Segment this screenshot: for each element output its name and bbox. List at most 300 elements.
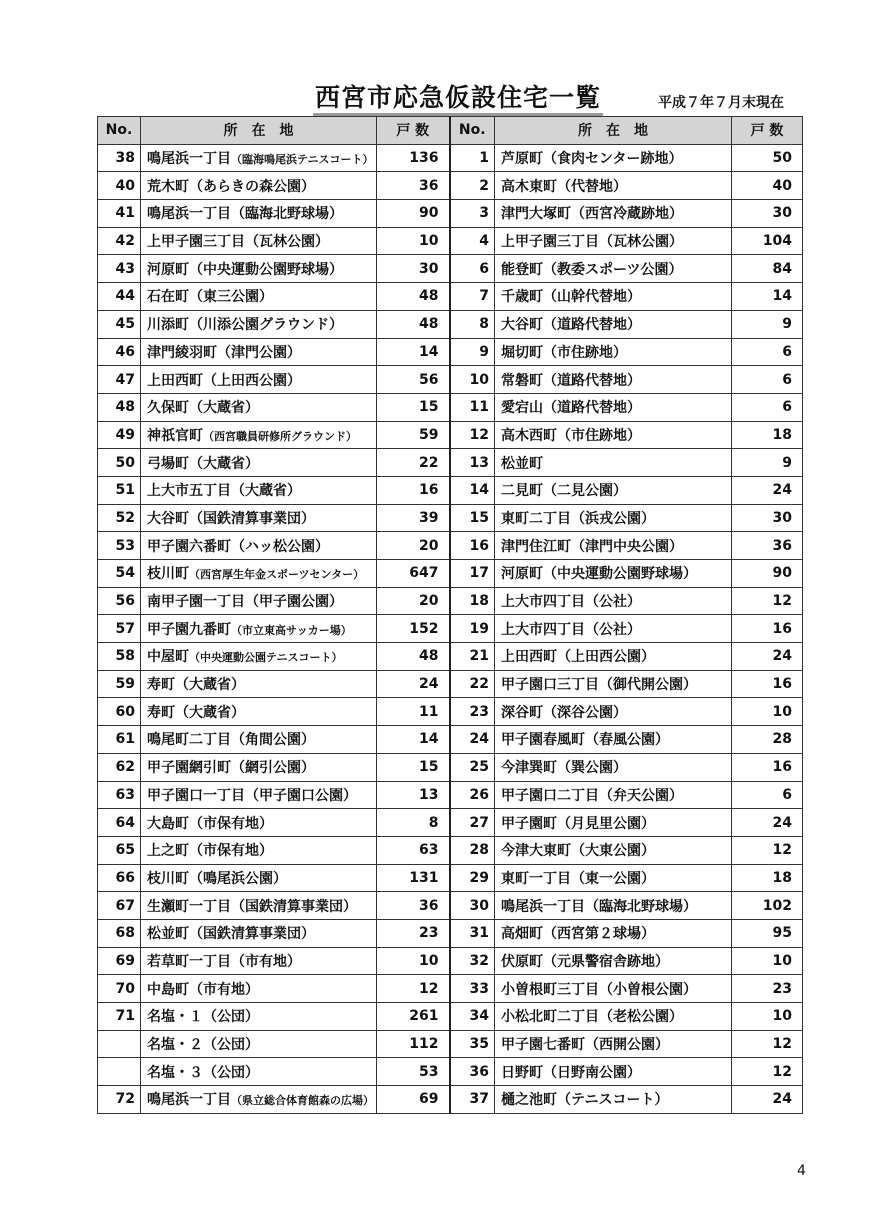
row-location — [495, 172, 732, 200]
row-location — [495, 698, 732, 726]
location-note: （国鉄清算事業団） — [189, 926, 315, 943]
location-name: 大谷町 — [501, 317, 543, 334]
table-row — [98, 255, 803, 283]
location-name: 上大市四丁目 — [501, 621, 585, 638]
location-note: （西宮第２球場） — [543, 926, 655, 943]
location-note: （臨海北野球場） — [231, 206, 343, 223]
location-note: （代替地） — [557, 178, 627, 195]
row-no: 4 — [450, 227, 495, 255]
location-name: 神祇官町 — [147, 427, 203, 444]
location-note: （道路代替地） — [543, 400, 641, 417]
table-row — [98, 892, 803, 920]
location-name: 名塩・３ — [147, 1064, 203, 1081]
location-name: 鳴尾町二丁目 — [147, 732, 231, 749]
table-row — [98, 449, 803, 477]
location-name: 甲子園七番町 — [501, 1037, 585, 1054]
row-no: 26 — [450, 781, 495, 809]
location-note: （国鉄清算事業団） — [189, 510, 315, 527]
table-row — [98, 200, 803, 228]
row-location — [141, 283, 377, 311]
location-name: 石在町 — [147, 289, 189, 306]
row-units: 104 — [732, 227, 803, 255]
table-row — [98, 781, 803, 809]
row-no: 59 — [98, 670, 141, 698]
row-units: 9 — [732, 449, 803, 477]
location-note: （大蔵省） — [231, 483, 301, 500]
row-no: 40 — [98, 172, 141, 200]
row-units: 10 — [732, 947, 803, 975]
row-location — [495, 255, 732, 283]
row-no: 54 — [98, 560, 141, 588]
row-units: 9 — [732, 310, 803, 338]
row-units: 30 — [377, 255, 450, 283]
row-location — [141, 1086, 377, 1114]
row-location — [141, 560, 377, 588]
row-no: 18 — [450, 587, 495, 615]
row-location — [141, 255, 377, 283]
table-row — [98, 1086, 803, 1114]
row-no: 49 — [98, 421, 141, 449]
row-units: 59 — [377, 421, 450, 449]
row-location — [141, 393, 377, 421]
row-no: 27 — [450, 809, 495, 837]
row-no: 9 — [450, 338, 495, 366]
row-no: 10 — [450, 366, 495, 394]
location-name: 寿町 — [147, 704, 175, 721]
row-units: 11 — [377, 698, 450, 726]
table-row — [98, 1030, 803, 1058]
row-location — [495, 726, 732, 754]
row-location — [141, 504, 377, 532]
row-no: 38 — [98, 144, 141, 172]
location-name: 生瀬町一丁目 — [147, 898, 231, 915]
row-location — [495, 227, 732, 255]
location-note: （西宮冷蔵跡地） — [571, 206, 683, 223]
location-name: 寿町 — [147, 677, 175, 694]
row-location — [495, 975, 732, 1003]
row-no: 65 — [98, 836, 141, 864]
location-name: 津門綾羽町 — [147, 344, 217, 361]
location-note: （臨海鳴尾浜テニスコート） — [231, 153, 374, 167]
row-units: 12 — [732, 587, 803, 615]
row-location — [495, 1003, 732, 1031]
row-no: 22 — [450, 670, 495, 698]
table-row — [98, 476, 803, 504]
row-units: 6 — [732, 781, 803, 809]
location-name: 高畑町 — [501, 926, 543, 943]
row-location — [495, 532, 732, 560]
row-units: 6 — [732, 338, 803, 366]
location-name: 甲子園六番町 — [147, 538, 231, 555]
header-units-right: 戸 数 — [732, 117, 803, 145]
row-location — [141, 366, 377, 394]
row-location — [495, 283, 732, 311]
row-no: 24 — [450, 726, 495, 754]
location-name: 鳴尾浜一丁目 — [147, 206, 231, 223]
row-units: 136 — [377, 144, 450, 172]
row-units: 30 — [732, 200, 803, 228]
row-location — [495, 864, 732, 892]
row-location — [141, 947, 377, 975]
table-row — [98, 753, 803, 781]
row-units: 13 — [377, 781, 450, 809]
location-note: （中央運動公園野球場） — [543, 566, 697, 583]
row-location — [141, 892, 377, 920]
location-name: 東町一丁目 — [501, 870, 571, 887]
table-row — [98, 393, 803, 421]
table-row — [98, 670, 803, 698]
location-note: （川添公園グラウンド） — [189, 317, 343, 334]
location-note: （弁天公園） — [599, 787, 683, 804]
row-units: 20 — [377, 532, 450, 560]
location-note: （公団） — [203, 1037, 259, 1054]
row-no: 51 — [98, 476, 141, 504]
location-note: （津門公園） — [217, 344, 301, 361]
table-row — [98, 836, 803, 864]
row-location — [141, 975, 377, 1003]
row-units: 53 — [377, 1058, 450, 1086]
row-location — [495, 504, 732, 532]
row-location — [141, 1030, 377, 1058]
row-units: 48 — [377, 310, 450, 338]
location-name: 高木西町 — [501, 427, 557, 444]
table-row — [98, 504, 803, 532]
header-units-left: 戸 数 — [377, 117, 450, 145]
row-units: 48 — [377, 283, 450, 311]
row-no: 36 — [450, 1058, 495, 1086]
location-note: （御代開公園） — [599, 677, 697, 694]
row-location — [495, 476, 732, 504]
table-row — [98, 587, 803, 615]
row-no: 6 — [450, 255, 495, 283]
location-note: （あらきの森公園） — [189, 178, 315, 195]
location-note: （市住跡地） — [543, 344, 627, 361]
location-name: 鳴尾浜一丁目 — [501, 898, 585, 915]
row-units: 63 — [377, 836, 450, 864]
row-units: 69 — [377, 1086, 450, 1114]
location-name: 上甲子園三丁目 — [501, 234, 599, 251]
row-units: 24 — [732, 476, 803, 504]
row-no: 63 — [98, 781, 141, 809]
location-name: 上大市五丁目 — [147, 483, 231, 500]
row-units: 10 — [732, 698, 803, 726]
row-units: 56 — [377, 366, 450, 394]
location-name: 二見町 — [501, 483, 543, 500]
location-name: 千歳町 — [501, 289, 543, 306]
row-units: 30 — [732, 504, 803, 532]
row-units: 647 — [377, 560, 450, 588]
table-row — [98, 947, 803, 975]
row-no: 12 — [450, 421, 495, 449]
location-name: 甲子園口一丁目 — [147, 787, 245, 804]
row-no: 23 — [450, 698, 495, 726]
table-row — [98, 532, 803, 560]
row-units: 40 — [732, 172, 803, 200]
row-no: 62 — [98, 753, 141, 781]
location-name: 鳴尾浜一丁目 — [147, 1092, 231, 1109]
row-location — [141, 615, 377, 643]
row-units: 14 — [377, 338, 450, 366]
row-units: 48 — [377, 643, 450, 671]
table-row — [98, 310, 803, 338]
location-name: 名塩・２ — [147, 1037, 203, 1054]
location-name: 南甲子園一丁目 — [147, 594, 245, 611]
location-name: 名塩・１ — [147, 1009, 203, 1026]
row-location — [495, 615, 732, 643]
row-location — [495, 421, 732, 449]
row-no: 21 — [450, 643, 495, 671]
row-no: 33 — [450, 975, 495, 1003]
row-no: 67 — [98, 892, 141, 920]
row-no: 48 — [98, 393, 141, 421]
row-no: 29 — [450, 864, 495, 892]
row-no: 61 — [98, 726, 141, 754]
location-note: （大蔵省） — [189, 455, 259, 472]
location-note: （二見公園） — [543, 483, 627, 500]
location-note: （甲子園口公園） — [245, 787, 357, 804]
row-location — [495, 366, 732, 394]
table-body — [98, 144, 803, 1113]
location-note: （ハッ松公園） — [231, 538, 329, 555]
row-units: 24 — [732, 1086, 803, 1114]
row-units: 90 — [377, 200, 450, 228]
row-units: 131 — [377, 864, 450, 892]
location-name: 堀切町 — [501, 344, 543, 361]
row-location — [141, 172, 377, 200]
row-units: 112 — [377, 1030, 450, 1058]
row-units: 36 — [377, 892, 450, 920]
row-no: 30 — [450, 892, 495, 920]
row-location — [495, 310, 732, 338]
table-row — [98, 1003, 803, 1031]
location-note: （月見里公園） — [557, 815, 655, 832]
row-location — [495, 338, 732, 366]
location-name: 甲子園春風町 — [501, 732, 585, 749]
row-no: 17 — [450, 560, 495, 588]
row-location — [141, 753, 377, 781]
row-no: 8 — [450, 310, 495, 338]
row-no: 16 — [450, 532, 495, 560]
location-note: （市有地） — [231, 953, 301, 970]
location-note: （上田西公園） — [203, 372, 301, 389]
location-name: 甲子園町 — [501, 815, 557, 832]
row-no: 47 — [98, 366, 141, 394]
table-row — [98, 726, 803, 754]
location-note: （東一公園） — [571, 870, 655, 887]
table-row — [98, 809, 803, 837]
table-row — [98, 172, 803, 200]
location-note: （食肉センター跡地） — [543, 151, 683, 168]
row-location — [141, 476, 377, 504]
row-no: 42 — [98, 227, 141, 255]
table-row — [98, 421, 803, 449]
row-location — [495, 200, 732, 228]
row-location — [141, 449, 377, 477]
row-units: 12 — [732, 1058, 803, 1086]
row-no: 53 — [98, 532, 141, 560]
row-location — [141, 670, 377, 698]
row-units: 6 — [732, 393, 803, 421]
row-no: 15 — [450, 504, 495, 532]
location-note: （津門中央公園） — [571, 538, 683, 555]
table-row — [98, 560, 803, 588]
location-name: 弓場町 — [147, 455, 189, 472]
location-name: 東町二丁目 — [501, 510, 571, 527]
location-name: 甲子園九番町 — [147, 621, 231, 638]
row-no: 69 — [98, 947, 141, 975]
location-note: （甲子園公園） — [245, 594, 343, 611]
row-no: 28 — [450, 836, 495, 864]
location-note: （浜戎公園） — [571, 510, 655, 527]
location-name: 枝川町 — [147, 566, 189, 583]
table-row — [98, 144, 803, 172]
row-location — [141, 338, 377, 366]
location-note: （中央運動公園野球場） — [189, 261, 343, 278]
location-name: 中島町 — [147, 981, 189, 998]
table-row — [98, 615, 803, 643]
location-note: （公団） — [203, 1009, 259, 1026]
row-no: 32 — [450, 947, 495, 975]
row-no: 1 — [450, 144, 495, 172]
location-note: （市住跡地） — [557, 427, 641, 444]
row-no: 11 — [450, 393, 495, 421]
location-name: 日野町 — [501, 1064, 543, 1081]
location-name: 津門住江町 — [501, 538, 571, 555]
location-note: （国鉄清算事業団） — [231, 898, 357, 915]
row-units: 90 — [732, 560, 803, 588]
row-no: 37 — [450, 1086, 495, 1114]
row-no: 60 — [98, 698, 141, 726]
row-no: 25 — [450, 753, 495, 781]
row-units: 102 — [732, 892, 803, 920]
row-units: 16 — [377, 476, 450, 504]
location-note: （市保有地） — [189, 843, 273, 860]
row-units: 10 — [377, 227, 450, 255]
row-location — [495, 781, 732, 809]
row-units: 23 — [732, 975, 803, 1003]
location-name: 上田西町 — [501, 649, 557, 666]
row-units: 152 — [377, 615, 450, 643]
row-location — [141, 643, 377, 671]
row-location — [141, 144, 377, 172]
row-location — [141, 809, 377, 837]
row-location — [495, 809, 732, 837]
location-note: （深谷公園） — [543, 704, 627, 721]
row-location — [141, 532, 377, 560]
location-note: （市有地） — [189, 981, 259, 998]
location-note: （道路代替地） — [543, 317, 641, 334]
location-name: 河原町 — [147, 261, 189, 278]
row-units: 6 — [732, 366, 803, 394]
location-note: （元県警宿舎跡地） — [543, 953, 669, 970]
location-note: （西宮職員研修所グラウンド） — [203, 429, 357, 443]
row-no: 46 — [98, 338, 141, 366]
row-no: 72 — [98, 1086, 141, 1114]
row-location — [495, 670, 732, 698]
location-note: （県立総合体育館森の広場） — [231, 1094, 374, 1108]
location-note: （中央運動公園テニスコート） — [189, 651, 343, 665]
row-no: 41 — [98, 200, 141, 228]
row-no: 70 — [98, 975, 141, 1003]
table-header-row — [98, 117, 803, 145]
location-note: （公社） — [585, 594, 641, 611]
row-no: 57 — [98, 615, 141, 643]
row-units: 23 — [377, 919, 450, 947]
row-units: 14 — [377, 726, 450, 754]
location-name: 松並町 — [147, 926, 189, 943]
location-note: （大蔵省） — [175, 677, 245, 694]
table-row — [98, 338, 803, 366]
location-note: （鳴尾浜公園） — [189, 870, 287, 887]
location-note: （瓦林公園） — [599, 234, 683, 251]
location-note: （臨海北野球場） — [585, 898, 697, 915]
location-note: （市保有地） — [189, 815, 273, 832]
row-units: 22 — [377, 449, 450, 477]
location-note: （公団） — [203, 1064, 259, 1081]
page-title: 西宮市応急仮設住宅一覧 — [313, 84, 603, 118]
location-name: 能登町 — [501, 261, 543, 278]
row-no: 44 — [98, 283, 141, 311]
location-name: 荒木町 — [147, 178, 189, 195]
header-no-right: No. — [450, 117, 495, 145]
row-location — [495, 1086, 732, 1114]
row-location — [495, 1030, 732, 1058]
location-name: 久保町 — [147, 400, 189, 417]
location-name: 小松北町二丁目 — [501, 1009, 599, 1026]
row-location — [141, 1003, 377, 1031]
header-location-left: 所 在 地 — [141, 117, 377, 145]
location-name: 河原町 — [501, 566, 543, 583]
table-row — [98, 975, 803, 1003]
location-note: （大蔵省） — [189, 400, 259, 417]
row-location — [495, 393, 732, 421]
row-no: 31 — [450, 919, 495, 947]
location-name: 若草町一丁目 — [147, 953, 231, 970]
location-name: 上甲子園三丁目 — [147, 234, 245, 251]
row-no: 13 — [450, 449, 495, 477]
location-name: 中屋町 — [147, 649, 189, 666]
location-name: 大島町 — [147, 815, 189, 832]
location-name: 小曽根町三丁目 — [501, 981, 599, 998]
location-note: （網引公園） — [231, 760, 315, 777]
table-row — [98, 283, 803, 311]
location-note: （道路代替地） — [543, 372, 641, 389]
row-no: 7 — [450, 283, 495, 311]
row-no — [98, 1030, 141, 1058]
row-no: 3 — [450, 200, 495, 228]
row-units: 18 — [732, 864, 803, 892]
row-no: 66 — [98, 864, 141, 892]
row-location — [141, 726, 377, 754]
row-location — [495, 1058, 732, 1086]
location-note: （西宮厚生年金スポーツセンター） — [189, 568, 365, 582]
row-location — [495, 753, 732, 781]
row-units: 10 — [377, 947, 450, 975]
location-note: （春風公園） — [585, 732, 669, 749]
location-name: 伏原町 — [501, 953, 543, 970]
location-name: 甲子園口三丁目 — [501, 677, 599, 694]
location-note: （大東公園） — [571, 843, 655, 860]
row-location — [141, 227, 377, 255]
row-units: 50 — [732, 144, 803, 172]
location-name: 樋之池町 — [501, 1092, 557, 1109]
row-units: 18 — [732, 421, 803, 449]
row-units: 84 — [732, 255, 803, 283]
table-row — [98, 919, 803, 947]
location-name: 高木東町 — [501, 178, 557, 195]
location-note: （テニスコート） — [557, 1092, 669, 1109]
row-location — [141, 919, 377, 947]
